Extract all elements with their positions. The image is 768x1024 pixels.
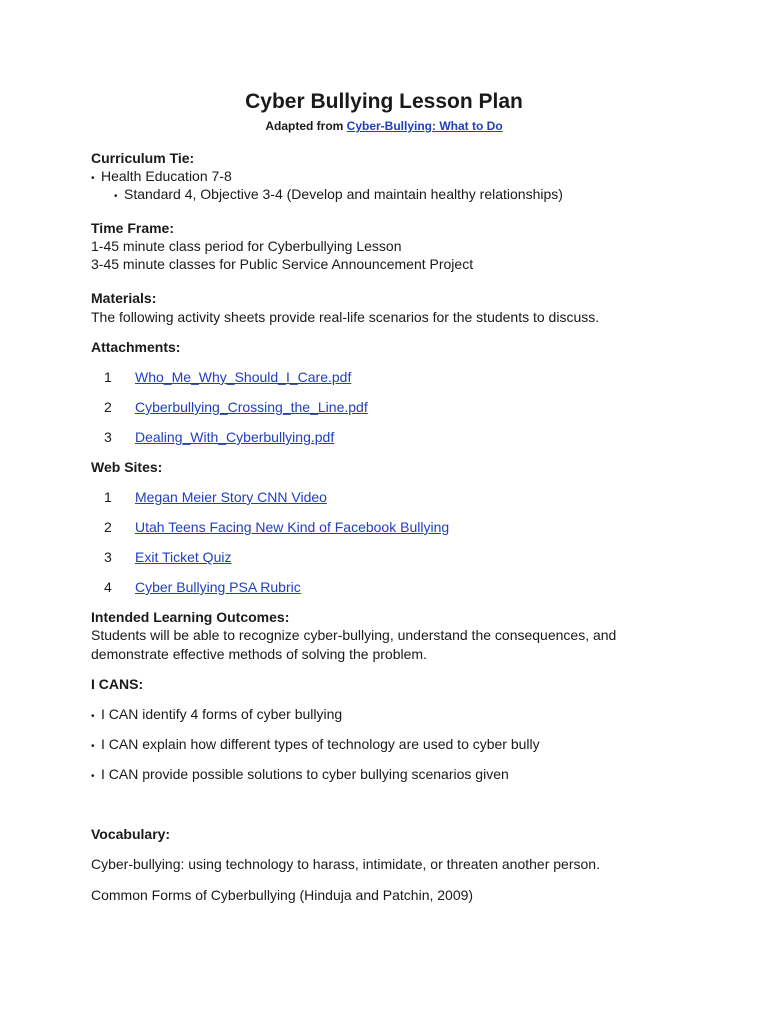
materials-heading: Materials: bbox=[91, 290, 157, 306]
list-number: 1 bbox=[104, 369, 112, 385]
outcomes-line: Students will be able to recognize cyber-bullying, understand the consequences, and bbox=[91, 627, 617, 643]
outcomes-heading: Intended Learning Outcomes: bbox=[91, 609, 290, 625]
website-link[interactable]: Megan Meier Story CNN Video bbox=[135, 489, 327, 505]
bullet: • bbox=[91, 173, 95, 184]
list-number: 2 bbox=[104, 519, 112, 535]
ican-item bbox=[91, 766, 509, 782]
adapted-from-prefix: Adapted from bbox=[265, 119, 344, 133]
ican-item bbox=[91, 736, 540, 752]
icans-heading: I CANS: bbox=[91, 676, 144, 692]
attachments-heading: Attachments: bbox=[91, 339, 181, 355]
attachment-link[interactable]: Cyberbullying_Crossing_the_Line.pdf bbox=[135, 399, 368, 415]
page-title: Cyber Bullying Lesson Plan bbox=[245, 90, 523, 113]
bullet: • bbox=[91, 741, 95, 752]
list-number: 2 bbox=[104, 399, 112, 415]
curriculum-item bbox=[91, 168, 232, 184]
ican-item-text: I CAN explain how different types of technology are used to cyber bully bbox=[101, 736, 540, 752]
list-number: 3 bbox=[104, 549, 112, 565]
time-frame-line: 1-45 minute class period for Cyberbullying Lesson bbox=[91, 238, 402, 254]
bullet: • bbox=[91, 711, 95, 722]
materials-text: The following activity sheets provide real-life scenarios for the students to discuss. bbox=[91, 309, 600, 325]
ican-item-text: I CAN identify 4 forms of cyber bullying bbox=[101, 706, 343, 722]
bullet: • bbox=[114, 191, 118, 202]
attachment-link[interactable]: Dealing_With_Cyberbullying.pdf bbox=[135, 429, 335, 445]
website-link[interactable]: Utah Teens Facing New Kind of Facebook Bullying bbox=[135, 519, 450, 535]
curriculum-subitem bbox=[114, 186, 563, 202]
ican-item-text: I CAN provide possible solutions to cyber bullying scenarios given bbox=[101, 766, 509, 782]
ican-item bbox=[91, 706, 342, 722]
adapted-from-line bbox=[0, 119, 768, 133]
list-number: 1 bbox=[104, 489, 112, 505]
outcomes-line: demonstrate effective methods of solving the problem. bbox=[91, 646, 427, 662]
bullet: • bbox=[91, 771, 95, 782]
source-link[interactable]: Cyber-Bullying: What to Do bbox=[346, 119, 503, 133]
curriculum-heading: Curriculum Tie: bbox=[91, 150, 195, 166]
curriculum-subitem-text: Standard 4, Objective 3-4 (Develop and maintain healthy relationships) bbox=[124, 186, 563, 202]
time-frame-heading: Time Frame: bbox=[91, 220, 174, 236]
list-number: 4 bbox=[104, 579, 112, 595]
website-link[interactable]: Cyber Bullying PSA Rubric bbox=[135, 579, 301, 595]
attachment-link[interactable]: Who_Me_Why_Should_I_Care.pdf bbox=[135, 369, 352, 385]
time-frame-line: 3-45 minute classes for Public Service Announcement Project bbox=[91, 256, 474, 272]
vocabulary-forms: Common Forms of Cyberbullying (Hinduja and Patchin, 2009) bbox=[91, 887, 474, 903]
vocabulary-heading: Vocabulary: bbox=[91, 826, 171, 842]
web-sites-heading: Web Sites: bbox=[91, 459, 163, 475]
list-number: 3 bbox=[104, 429, 112, 445]
website-link[interactable]: Exit Ticket Quiz bbox=[135, 549, 232, 565]
vocabulary-definition: Cyber-bullying: using technology to harass, intimidate, or threaten another person. bbox=[91, 856, 600, 872]
curriculum-item-text: Health Education 7-8 bbox=[101, 168, 232, 184]
